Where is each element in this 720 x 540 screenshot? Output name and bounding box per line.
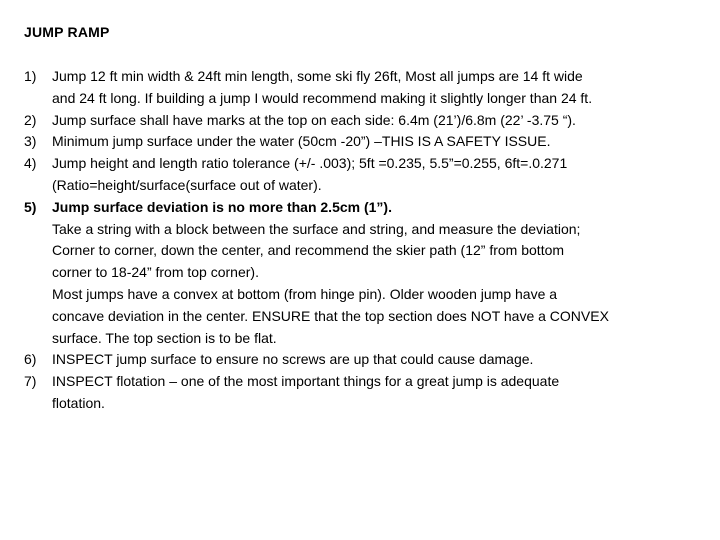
list-item (24, 349, 708, 371)
list-item (24, 371, 708, 415)
list-item (24, 110, 708, 132)
list-item-number: 3) (24, 133, 37, 150)
list-item (24, 153, 708, 197)
list-item-number: 5) (24, 198, 37, 215)
numbered-list (24, 66, 708, 415)
list-item-heading: Jump surface deviation is no more than 2.5cm (1”). (52, 198, 392, 215)
list-item-text: corner to 18-24” from top corner). (52, 264, 259, 281)
list-item (24, 66, 708, 110)
list-item-text: surface. The top section is to be flat. (52, 329, 277, 346)
list-item-text: Take a string with a block between the surface and string, and measure the deviation; (52, 220, 581, 237)
list-item (24, 131, 708, 153)
list-item-text: Jump 12 ft min width & 24ft min length, some ski fly 26ft, Most all jumps are 14 ft wide (52, 68, 583, 84)
list-item-text: Most jumps have a convex at bottom (from hinge pin). Older wooden jump have a (52, 285, 558, 302)
list-item-text: Jump surface shall have marks at the top on each side: 6.4m (21’)/6.8m (22’ -3.75 “). (52, 111, 576, 128)
list-item-text: and 24 ft long. If building a jump I would recommend making it slightly longer than 24 ft. (52, 89, 593, 106)
list-item-text: Jump height and length ratio tolerance (+/- .003); 5ft =0.235, 5.5”=0.255, 6ft=.0.271 (52, 155, 568, 172)
list-item-text: concave deviation in the center. ENSURE that the top section does NOT have a CONVEX (52, 307, 609, 324)
list-item-text: Minimum jump surface under the water (50cm -20”) –THIS IS A SAFETY ISSUE. (52, 133, 551, 150)
list-item-text: INSPECT jump surface to ensure no screws are up that could cause damage. (52, 351, 534, 368)
page-title: JUMP RAMP (24, 24, 110, 40)
list-item-number: 1) (24, 68, 37, 84)
list-item-text: Corner to corner, down the center, and recommend the skier path (12” from bottom (52, 242, 565, 259)
list-item-text: (Ratio=height/surface(surface out of water). (52, 176, 322, 193)
list-item-number: 6) (24, 351, 37, 368)
list-item-text: flotation. (52, 394, 105, 411)
list-item-number: 7) (24, 373, 37, 390)
list-item (24, 197, 708, 350)
list-item-text: INSPECT flotation – one of the most important things for a great jump is adequate (52, 373, 560, 390)
list-item-number: 2) (24, 111, 37, 128)
list-item-number: 4) (24, 155, 37, 172)
